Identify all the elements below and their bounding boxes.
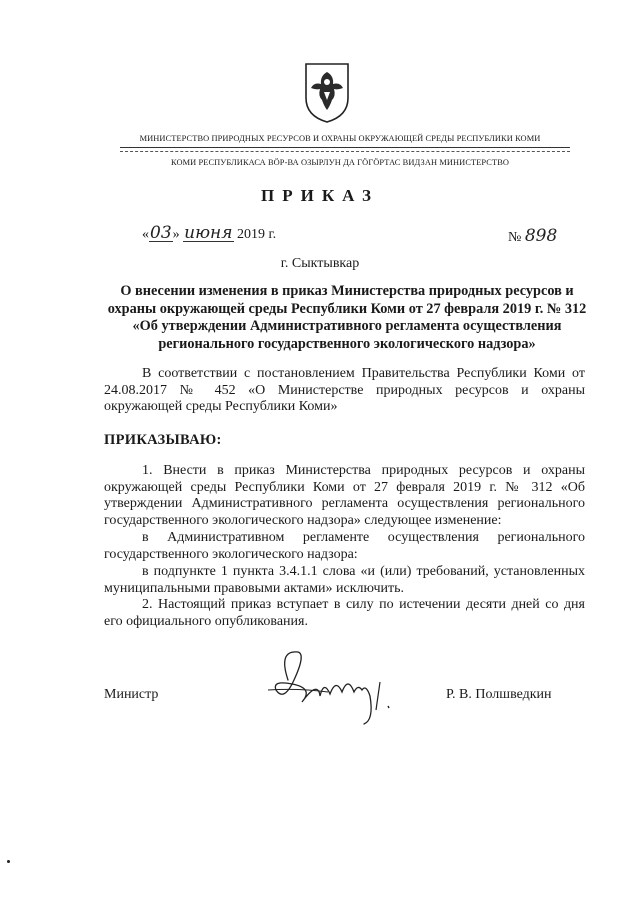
order-date — [142, 223, 277, 243]
item-2-paragraph: 2. Настоящий приказ вступает в силу по истечении десяти дней со дня его официального опубликования. — [104, 597, 585, 629]
legal-basis-paragraph: В соответствии с постановлением Правительства Республики Коми от 24.08.2017 № 452 «О Министерстве природных ресурсов и охраны окружающей среды Республики Коми» — [104, 366, 585, 415]
header-divider — [120, 147, 570, 148]
order-number-label: № — [508, 230, 522, 245]
date-open-quote: « — [142, 227, 149, 242]
item-1-paragraph: 1. Внести в приказ Министерства природных ресурсов и охраны окружающей среды Республики Коми от 27 февраля 2019 г. № 312 «Об утверждении Административного регламента осуществления регионального государственного экологического надзора» следующее изменение: — [104, 463, 585, 528]
scan-speck — [7, 860, 10, 863]
ministry-name-komi: КОМИ РЕСПУБЛИКАСА ВӦР-ВА ОЗЫРЛУН ДА ГӦГӦРТАС ВИДЗАН МИНИСТЕРСТВО — [170, 158, 510, 167]
date-close-quote: » — [172, 227, 180, 242]
order-title: О внесении изменения в приказ Министерства природных ресурсов и охраны окружающей среды Республики Коми от 27 февраля 2019 г. № 312 «Об утверждении Административного регламента осуществления регионального государственного экологического надзора» — [107, 283, 587, 352]
order-number-value: 898 — [524, 226, 558, 246]
ministry-name-russian: МИНИСТЕРСТВО ПРИРОДНЫХ РЕСУРСОВ И ОХРАНЫ ОКРУЖАЮЩЕЙ СРЕДЫ РЕСПУБЛИКИ КОМИ — [139, 134, 541, 143]
signatory-position: Министр — [104, 687, 159, 702]
item-1-subparagraph-1: в Административном регламенте осуществления регионального государственного экологического надзора: — [104, 530, 585, 562]
document-type-heading: ПРИКАЗ — [261, 186, 379, 205]
order-number — [508, 226, 557, 246]
komi-republic-emblem-icon — [302, 60, 352, 124]
header-divider-dashed — [120, 151, 570, 152]
handwritten-signature — [258, 640, 418, 730]
order-directive-heading: ПРИКАЗЫВАЮ: — [104, 432, 222, 448]
signatory-name: Р. В. Полшведкин — [446, 687, 552, 702]
date-day: 03 — [150, 223, 172, 243]
date-month: июня — [184, 223, 233, 243]
city: г. Сыктывкар — [280, 256, 360, 271]
item-1-subparagraph-2: в подпункте 1 пункта 3.4.1.1 слова «и (или) требований, установленных муниципальными правовыми актами» исключить. — [104, 564, 585, 596]
date-year: 2019 г. — [237, 227, 277, 242]
